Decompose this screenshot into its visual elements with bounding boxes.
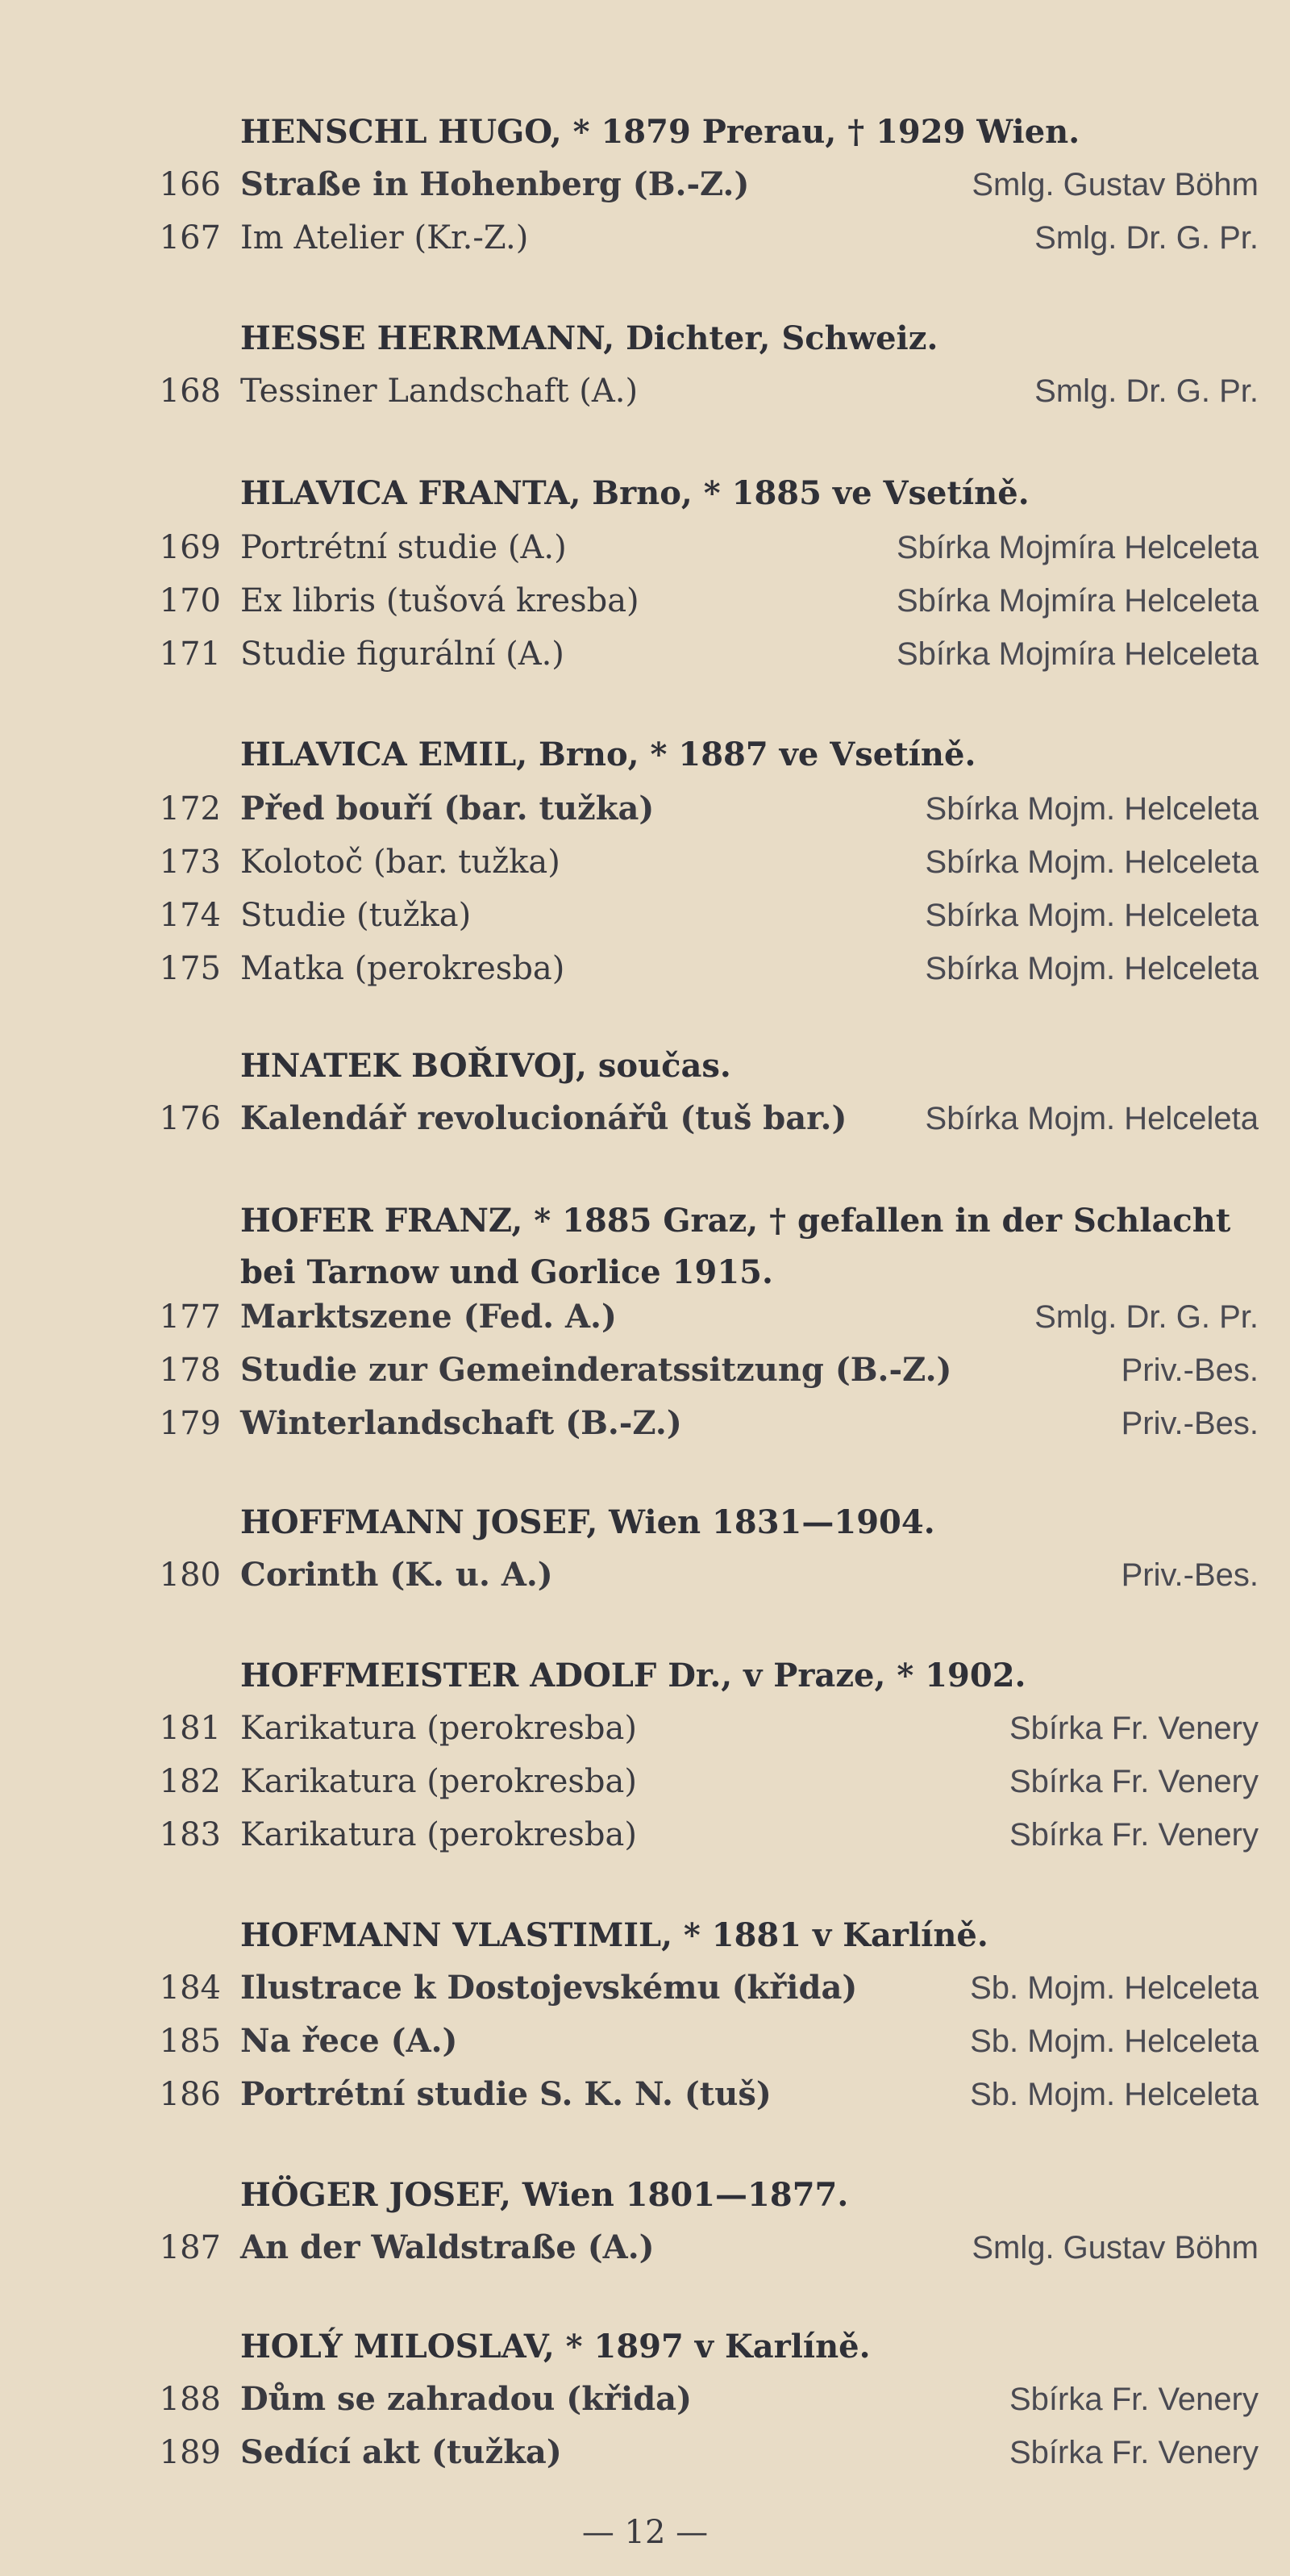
artist-heading: HOFFMANN JOSEF, Wien 1831—1904. <box>240 1503 935 1541</box>
entry-title: Studie zur Gemeinderatssitzung (B.-Z.) <box>240 1351 952 1389</box>
artist-heading: HOLÝ MILOSLAV, * 1897 v Karlíně. <box>240 2328 871 2366</box>
entry-owner: Sbírka Mojm. Helceleta <box>925 844 1259 880</box>
catalog-entry <box>0 158 1290 211</box>
entry-number: 175 <box>159 950 221 987</box>
entry-owner: Smlg. Dr. G. Pr. <box>1034 220 1259 256</box>
catalog-entry <box>0 1702 1290 1755</box>
entry-owner: Sbírka Fr. Venery <box>1009 2435 1259 2470</box>
entry-number: 181 <box>159 1710 221 1747</box>
entry-number: 184 <box>159 1970 221 2007</box>
entry-title: Marktszene (Fed. A.) <box>240 1298 617 1336</box>
entry-number: 189 <box>159 2434 221 2471</box>
catalog-entry <box>0 2068 1290 2121</box>
entry-title: Kolotoč (bar. tužka) <box>240 844 560 881</box>
artist-heading: HÖGER JOSEF, Wien 1801—1877. <box>240 2176 849 2214</box>
entry-number: 166 <box>159 166 221 203</box>
entry-title: Im Atelier (Kr.-Z.) <box>240 219 529 256</box>
entry-owner: Sbírka Mojmíra Helceleta <box>896 636 1259 672</box>
entry-number: 185 <box>159 2023 221 2060</box>
entry-owner: Sbírka Mojm. Helceleta <box>925 791 1259 827</box>
artist-heading: HOFFMEISTER ADOLF Dr., v Praze, * 1902. <box>240 1657 1026 1694</box>
catalog-entry <box>0 521 1290 574</box>
entry-title: Kalendář revolucionářů (tuš bar.) <box>240 1099 847 1137</box>
entry-title: Portrétní studie S. K. N. (tuš) <box>240 2075 772 2113</box>
entry-owner: Sbírka Mojm. Helceleta <box>925 1101 1259 1136</box>
entry-owner: Sbírka Fr. Venery <box>1009 2382 1259 2417</box>
entry-title: Dům se zahradou (křida) <box>240 2380 692 2418</box>
entry-number: 173 <box>159 844 221 881</box>
artist-heading: HLAVICA EMIL, Brno, * 1887 ve Vsetíně. <box>240 736 976 773</box>
entry-owner: Sbírka Fr. Venery <box>1009 1711 1259 1746</box>
catalog-entry <box>0 1344 1290 1397</box>
entry-number: 174 <box>159 897 221 934</box>
entry-number: 188 <box>159 2381 221 2418</box>
entry-title: An der Waldstraße (A.) <box>240 2228 655 2266</box>
entry-title: Karikatura (perokresba) <box>240 1710 637 1747</box>
entry-owner: Sbírka Mojm. Helceleta <box>925 951 1259 986</box>
entry-title: Matka (perokresba) <box>240 950 565 987</box>
catalog-entry <box>0 782 1290 836</box>
entry-number: 180 <box>159 1557 221 1594</box>
artist-heading: HOFER FRANZ, * 1885 Graz, † gefallen in der Schlacht bei Tarnow und Gorlice 1915. <box>240 1202 1231 1291</box>
entry-number: 186 <box>159 2076 221 2113</box>
catalog-entry <box>0 2015 1290 2068</box>
entry-owner: Sbírka Fr. Venery <box>1009 1764 1259 1799</box>
entry-number: 187 <box>159 2229 221 2266</box>
catalog-entry <box>0 836 1290 889</box>
catalog-entry <box>0 365 1290 418</box>
catalog-entry <box>0 2373 1290 2426</box>
artist-heading: HOFMANN VLASTIMIL, * 1881 v Karlíně. <box>240 1916 988 1954</box>
entry-title: Studie figurální (A.) <box>240 636 564 673</box>
artist-heading: HNATEK BOŘIVOJ, součas. <box>240 1047 731 1085</box>
entry-owner: Smlg. Gustav Böhm <box>972 167 1259 202</box>
entry-title: Corinth (K. u. A.) <box>240 1556 553 1594</box>
entry-title: Portrétní studie (A.) <box>240 529 567 566</box>
entry-owner: Sbírka Mojmíra Helceleta <box>896 583 1259 619</box>
catalog-entry <box>0 1397 1290 1450</box>
entry-title: Ilustrace k Dostojevskému (křida) <box>240 1969 858 2007</box>
catalog-entry <box>0 2221 1290 2274</box>
entry-number: 182 <box>159 1763 221 1800</box>
catalog-entry <box>0 1549 1290 1602</box>
entry-title: Studie (tužka) <box>240 897 472 934</box>
entry-title: Sedící akt (tužka) <box>240 2433 562 2471</box>
catalog-entry <box>0 574 1290 627</box>
entry-number: 177 <box>159 1298 221 1336</box>
page-number: — 12 — <box>581 2514 709 2551</box>
catalog-entry <box>0 2426 1290 2479</box>
entry-title: Před bouří (bar. tužka) <box>240 790 655 827</box>
entry-number: 168 <box>159 373 221 410</box>
catalog-entry <box>0 1808 1290 1861</box>
entry-title: Na řece (A.) <box>240 2022 458 2060</box>
entry-number: 179 <box>159 1405 221 1442</box>
catalog-entry <box>0 627 1290 681</box>
entry-title: Tessiner Landschaft (A.) <box>240 373 639 410</box>
catalog-entry <box>0 1092 1290 1145</box>
catalog-entry <box>0 1961 1290 2015</box>
entry-owner: Sbírka Fr. Venery <box>1009 1817 1259 1853</box>
entry-owner: Sb. Mojm. Helceleta <box>970 2024 1259 2059</box>
entry-number: 170 <box>159 582 221 619</box>
entry-title: Straße in Hohenberg (B.-Z.) <box>240 165 750 203</box>
catalog-entry <box>0 1755 1290 1808</box>
catalog-entry <box>0 889 1290 942</box>
entry-owner: Smlg. Gustav Böhm <box>972 2230 1259 2265</box>
entry-number: 167 <box>159 219 221 256</box>
entry-number: 183 <box>159 1816 221 1853</box>
catalog-entry <box>0 942 1290 995</box>
entry-title: Winterlandschaft (B.-Z.) <box>240 1404 682 1442</box>
artist-heading: HLAVICA FRANTA, Brno, * 1885 ve Vsetíně. <box>240 474 1030 512</box>
entry-owner: Sb. Mojm. Helceleta <box>970 2077 1259 2112</box>
entry-owner: Smlg. Dr. G. Pr. <box>1034 373 1259 409</box>
entry-owner: Sbírka Mojmíra Helceleta <box>896 530 1259 565</box>
entry-owner: Priv.-Bes. <box>1121 1406 1259 1441</box>
entry-number: 176 <box>159 1100 221 1137</box>
entry-owner: Priv.-Bes. <box>1121 1353 1259 1388</box>
catalog-entry <box>0 1290 1290 1344</box>
entry-owner: Sbírka Mojm. Helceleta <box>925 898 1259 933</box>
entry-title: Karikatura (perokresba) <box>240 1816 637 1853</box>
artist-heading: HESSE HERRMANN, Dichter, Schweiz. <box>240 319 938 357</box>
entry-title: Karikatura (perokresba) <box>240 1763 637 1800</box>
entry-owner: Priv.-Bes. <box>1121 1557 1259 1593</box>
entry-owner: Sb. Mojm. Helceleta <box>970 1970 1259 2006</box>
entry-owner: Smlg. Dr. G. Pr. <box>1034 1299 1259 1335</box>
entry-number: 178 <box>159 1352 221 1389</box>
entry-number: 171 <box>159 636 221 673</box>
entry-title: Ex libris (tušová kresba) <box>240 582 639 619</box>
entry-number: 172 <box>159 790 221 827</box>
entry-number: 169 <box>159 529 221 566</box>
artist-heading: HENSCHL HUGO, * 1879 Prerau, † 1929 Wien. <box>240 113 1080 151</box>
catalog-entry <box>0 211 1290 265</box>
